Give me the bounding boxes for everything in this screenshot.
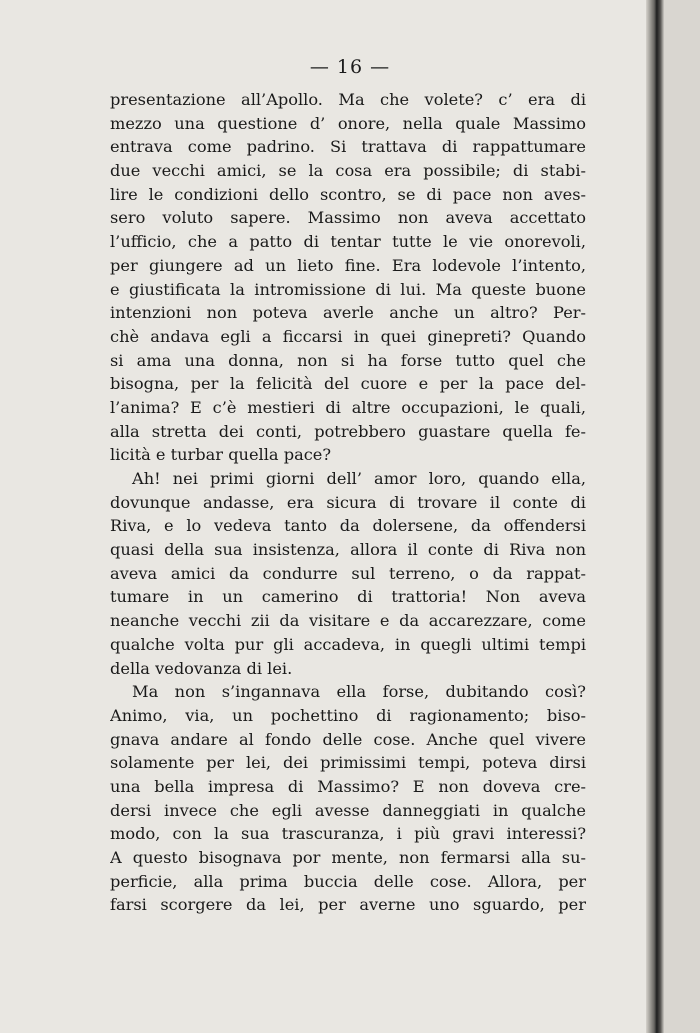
text-line: aveva amici da condurre sul terreno, o da rappat- bbox=[110, 563, 586, 583]
text-line: per giungere ad un lieto fine. Era lodevole l’intento, bbox=[110, 255, 586, 275]
text-line: solamente per lei, dei primissimi tempi, poteva dirsi bbox=[110, 753, 586, 773]
text-line: perficie, alla prima buccia delle cose. Allora, per bbox=[110, 871, 586, 891]
text-line: una bella impresa di Massimo? E non doveva cre- bbox=[110, 776, 586, 796]
text-line: quasi della sua insistenza, allora il conte di Riva non bbox=[110, 540, 586, 560]
text-line: Animo, via, un pochettino di ragionamento; biso- bbox=[110, 705, 586, 725]
page-number: — 16 — bbox=[309, 56, 391, 78]
text-line: gnava andare al fondo delle cose. Anche quel vivere bbox=[110, 729, 586, 749]
text-line: A questo bisognava por mente, non fermarsi alla su- bbox=[110, 848, 586, 867]
book-gutter bbox=[646, 0, 664, 1033]
text-line: bisogna, per la felicità del cuore e per la pace del- bbox=[110, 374, 586, 394]
text-line: dersi invece che egli avesse danneggiati in qualche bbox=[110, 800, 586, 820]
text-line: qualche volta pur gli accadeva, in quegli ultimi tempi bbox=[110, 634, 586, 654]
text-line: mezzo una questione d’ onore, nella quale Massimo bbox=[110, 113, 586, 133]
text-line: intenzioni non poteva averle anche un altro? Per- bbox=[110, 303, 586, 323]
text-line: licità e turbar quella pace? bbox=[110, 445, 332, 465]
text-line: neanche vecchi zii da visitare e da accarezzare, come bbox=[110, 611, 586, 631]
text-line: alla stretta dei conti, potrebbero guastare quella fe- bbox=[110, 421, 586, 441]
text-line: Riva, e lo vedeva tanto da dolersene, da offendersi bbox=[110, 516, 586, 536]
text-line: l’ufficio, che a patto di tentar tutte le vie onorevoli, bbox=[110, 232, 586, 252]
text-line: Ma non s’ingannava ella forse, dubitando così? bbox=[132, 682, 586, 702]
adjacent-page-edge bbox=[664, 0, 700, 1033]
text-line: farsi scorgere da lei, per averne uno sguardo, per bbox=[110, 895, 586, 915]
text-line: presentazione all’Apollo. Ma che volete? c’ era di bbox=[110, 90, 586, 109]
text-line: lire le condizioni dello scontro, se di pace non aves- bbox=[110, 184, 586, 204]
text-line: della vedovanza di lei. bbox=[110, 658, 293, 678]
text-line: si ama una donna, non si ha forse tutto quel che bbox=[110, 350, 586, 370]
text-line: sero voluto sapere. Massimo non aveva accettato bbox=[110, 208, 586, 228]
text-line: chè andava egli a ficcarsi in quei ginepreti? Quando bbox=[110, 326, 586, 346]
text-line: tumare in un camerino di trattoria! Non aveva bbox=[110, 587, 586, 607]
text-line: entrava come padrino. Si trattava di rappattumare bbox=[110, 137, 586, 157]
text-line: e giustificata la intromissione di lui. Ma queste buone bbox=[110, 279, 586, 299]
text-line: l’anima? E c’è mestieri di altre occupazioni, le quali, bbox=[110, 397, 586, 417]
text-line: modo, con la sua trascuranza, i più gravi interessi? bbox=[110, 824, 586, 844]
text-line: Ah! nei primi giorni dell’ amor loro, quando ella, bbox=[132, 469, 586, 488]
text-line: dovunque andasse, era sicura di trovare il conte di bbox=[110, 492, 586, 512]
body-text bbox=[110, 88, 586, 917]
text-line: due vecchi amici, se la cosa era possibile; di stabi- bbox=[110, 161, 586, 181]
